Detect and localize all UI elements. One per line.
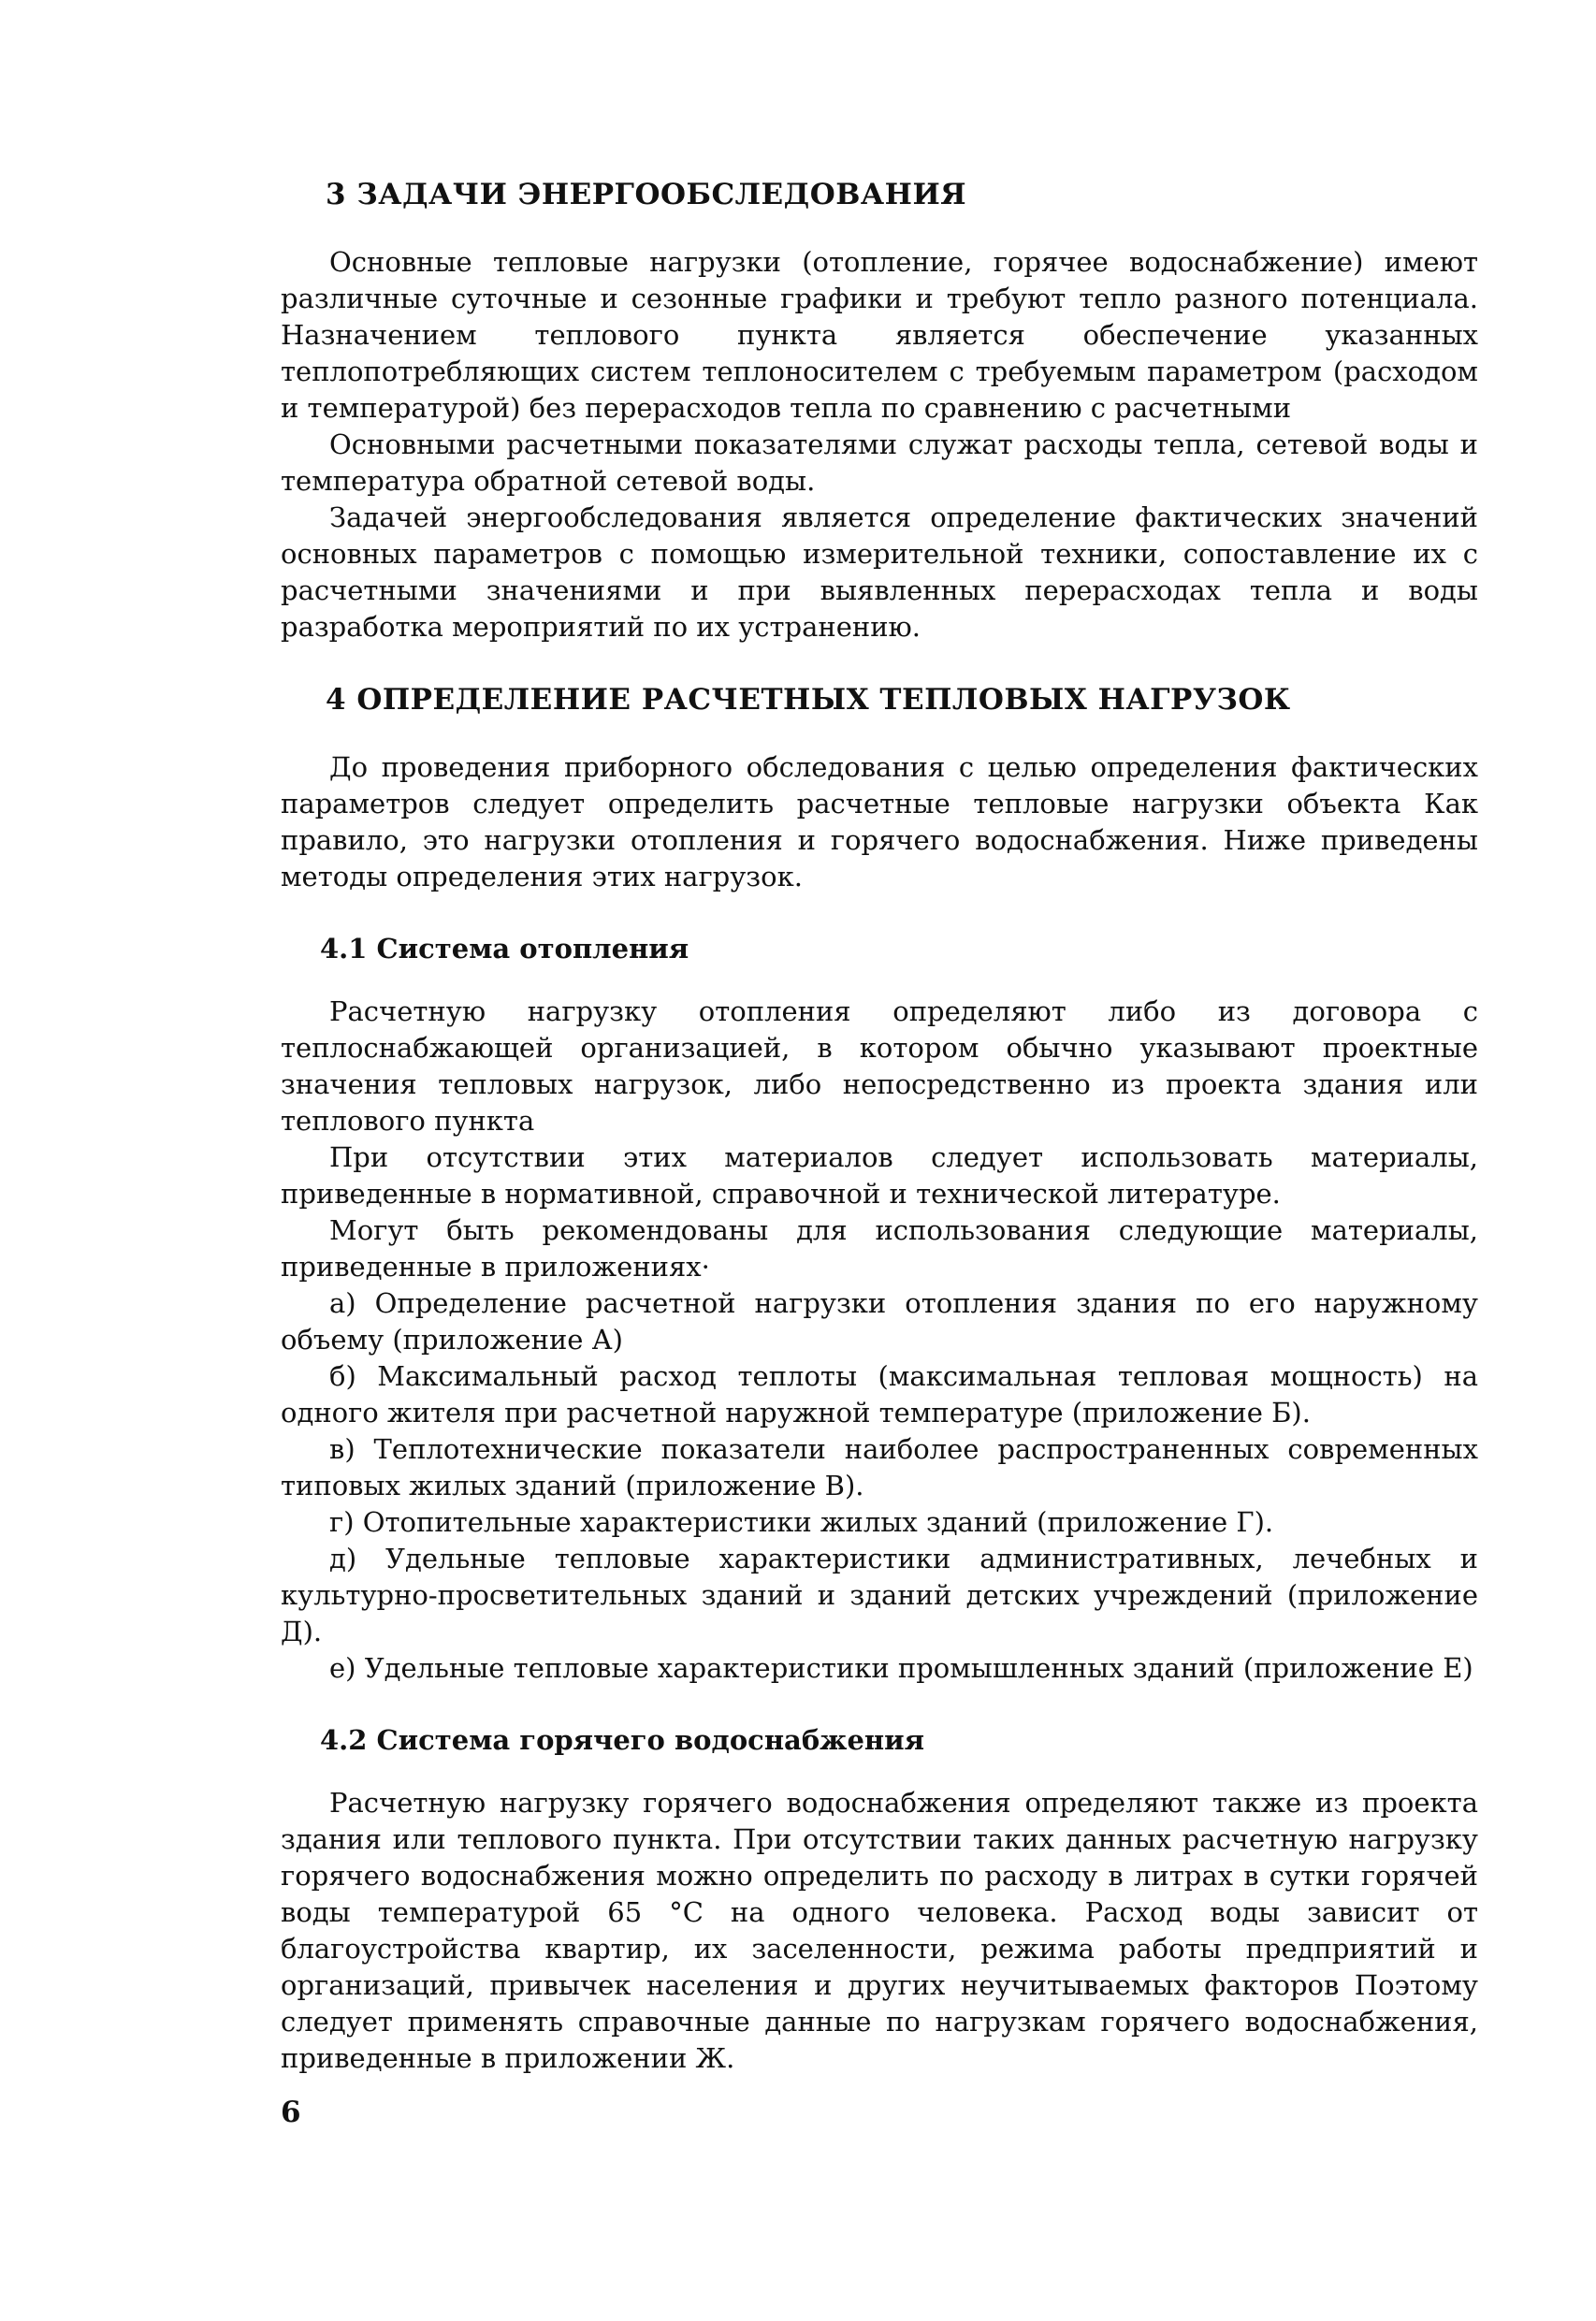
section-4-title: 4 ОПРЕДЕЛЕНИЕ РАСЧЕТНЫХ ТЕПЛОВЫХ НАГРУЗОК	[326, 683, 1291, 718]
section-4-1-paragraph: Расчетную нагрузку отопления определяют либо из договора с теплоснабжающей организацией, в котором обычно указывают проектные значения тепловых нагрузок, либо непосредственно из проекта здания или теплового пункта	[281, 995, 1478, 1138]
list-item: б) Максимальный расход теплоты (максимальная тепловая мощность) на одного жителя при расчетной наружной температуре (приложение Б).	[281, 1360, 1478, 1429]
list-item: в) Теплотехнические показатели наиболее распространенных современных типовых жилых зданий (приложение В).	[281, 1433, 1478, 1502]
list-item: е) Удельные тепловые характеристики промышленных зданий (приложение Е)	[329, 1652, 1473, 1685]
section-3-paragraph: Основными расчетными показателями служат расходы тепла, сетевой воды и температура обратной сетевой воды.	[281, 428, 1478, 498]
section-3-paragraph: Задачей энергообследования является определение фактических значений основных параметров с помощью измерительной техники, сопоставление их с расчетными значениями и при выявленных перерасходах тепла и воды разработка мероприятий по их устранению.	[281, 501, 1478, 644]
document-page	[281, 178, 1478, 2114]
section-4-2-title: 4.2 Система горячего водоснабжения	[320, 1724, 925, 1757]
section-4-2-paragraph: Расчетную нагрузку горячего водоснабжения определяют также из проекта здания или теплового пункта. При отсутствии таких данных расчетную нагрузку горячего водоснабжения можно определить по расходу в литрах в сутки горячей воды температурой 65 °С на одного человека. Расход воды зависит от благоустройства квартир, их заселенности, режима работы предприятий и организаций, привычек населения и других неучитываемых факторов Поэтому следует применять справочные данные по нагрузкам горячего водоснабжения, приведенные в приложении Ж.	[281, 1786, 1478, 2074]
section-4	[281, 683, 1478, 895]
section-4-paragraph: До проведения приборного обследования с целью определения фактических параметров следует определить расчетные тепловые нагрузки объекта Как правило, это нагрузки отопления и горячего водоснабжения. Ниже приведены методы определения этих нагрузок.	[281, 751, 1478, 893]
section-3	[281, 178, 1478, 646]
section-4-1	[281, 933, 1478, 1687]
list-item: г) Отопительные характеристики жилых зданий (приложение Г).	[329, 1506, 1274, 1539]
section-3-title: 3 ЗАДАЧИ ЭНЕРГООБСЛЕДОВАНИЯ	[326, 178, 967, 211]
list-item: д) Удельные тепловые характеристики административных, лечебных и культурно-просветительных зданий и зданий детских учреждений (приложение Д).	[281, 1543, 1478, 1648]
section-3-paragraph: Основные тепловые нагрузки (отопление, горячее водоснабжение) имеют различные суточные и сезонные графики и требуют тепло разного потенциала. Назначением теплового пункта является обеспечение указанных теплопотребляющих систем теплоносителем с требуемым параметром (расходом и температурой) без перерасходов тепла по сравнению с расчетными	[281, 246, 1478, 425]
section-4-1-title: 4.1 Система отопления	[320, 933, 689, 965]
list-item: а) Определение расчетной нагрузки отопления здания по его наружному объему (приложение А)	[281, 1287, 1478, 1356]
page-number: 6	[281, 2096, 301, 2129]
section-4-1-paragraph: При отсутствии этих материалов следует использовать материалы, приведенные в нормативной, справочной и технической литературе.	[281, 1141, 1478, 1211]
section-4-1-paragraph: Могут быть рекомендованы для использования следующие материалы, приведенные в приложениях·	[281, 1214, 1478, 1284]
section-4-2	[281, 1724, 1478, 2077]
